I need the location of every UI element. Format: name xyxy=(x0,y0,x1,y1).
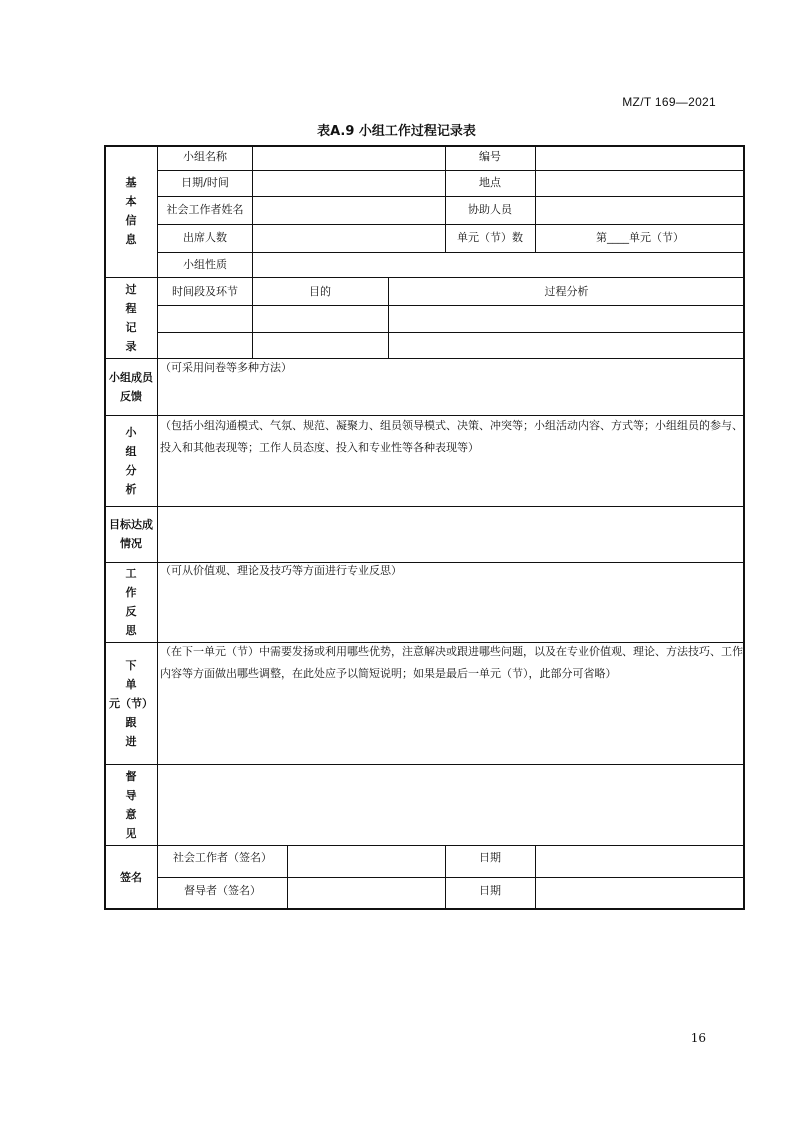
document-code: MZ/T 169—2021 xyxy=(622,95,716,109)
grid-line xyxy=(104,845,745,846)
group-analysis-label: 小组分析 xyxy=(125,425,137,496)
grid-line xyxy=(158,196,745,197)
unit-count-label: 单元（节）数 xyxy=(457,231,523,244)
supervisor-date-label: 日期 xyxy=(479,884,501,897)
grid-line xyxy=(287,845,288,910)
grid-line xyxy=(158,305,745,306)
social-worker-name-label: 社会工作者姓名 xyxy=(166,203,244,216)
table-title: 表A.9 小组工作过程记录表 xyxy=(317,124,476,139)
grid-line xyxy=(158,224,745,225)
grid-line xyxy=(252,252,253,277)
grid-line xyxy=(158,252,745,253)
reflection-hint: （可从价值观、理论及技巧等方面进行专业反思） xyxy=(160,564,402,577)
supervision-opinion-label: 督导意见 xyxy=(125,769,137,840)
col-time-segment: 时间段及环节 xyxy=(172,285,238,298)
grid-line xyxy=(104,506,745,507)
grid-line xyxy=(158,332,745,333)
supervisor-signature-label: 督导者（签名） xyxy=(184,884,261,897)
signature-label: 签名 xyxy=(120,871,142,884)
unit-value: 第____单元（节） xyxy=(596,231,684,244)
member-feedback-label: 小组成员反馈 xyxy=(109,370,153,403)
page-number: 16 xyxy=(690,1031,706,1045)
worker-signature-label: 社会工作者（签名） xyxy=(173,851,272,864)
group-nature-label: 小组性质 xyxy=(183,258,227,271)
feedback-hint: （可采用问卷等多种方法） xyxy=(160,361,292,374)
serial-no-label: 编号 xyxy=(479,150,501,163)
col-process-analysis: 过程分析 xyxy=(544,285,589,298)
goal-achievement-label: 目标达成情况 xyxy=(109,518,153,550)
next-unit-followup-label: 下单 元（节） 跟进 xyxy=(109,658,153,748)
grid-line xyxy=(535,845,536,910)
followup-hint: （在下一单元（节）中需要发扬或利用哪些优势，注意解决或跟进哪些问题，以及在专业价值观、理论、方法技巧、工作内容等方面做出哪些调整，在此处应予以简短说明；如果是最后一单元（节），此部分可省略） xyxy=(160,645,743,680)
col-purpose: 目的 xyxy=(309,285,331,298)
worker-date-label: 日期 xyxy=(479,851,501,864)
date-time-label: 日期/时间 xyxy=(181,176,229,189)
grid-line xyxy=(158,877,745,878)
grid-line xyxy=(104,764,745,765)
basic-info-label: 基本信息 xyxy=(125,176,137,246)
grid-line xyxy=(104,277,745,278)
process-record-label: 过程记录 xyxy=(125,282,137,353)
attendance-label: 出席人数 xyxy=(183,231,227,244)
work-reflection-label: 工作反思 xyxy=(125,567,137,637)
assistant-label: 协助人员 xyxy=(468,203,512,216)
grid-line xyxy=(158,170,745,171)
grid-line xyxy=(252,145,253,252)
group-analysis-hint: （包括小组沟通模式、气氛、规范、凝聚力、组员领导模式、决策、冲突等；小组活动内容、方式等；小组组员的参与、投入和其他表现等；工作人员态度、投入和专业性等各种表现等） xyxy=(160,419,743,454)
location-label: 地点 xyxy=(479,176,501,189)
group-name-label: 小组名称 xyxy=(183,150,227,163)
